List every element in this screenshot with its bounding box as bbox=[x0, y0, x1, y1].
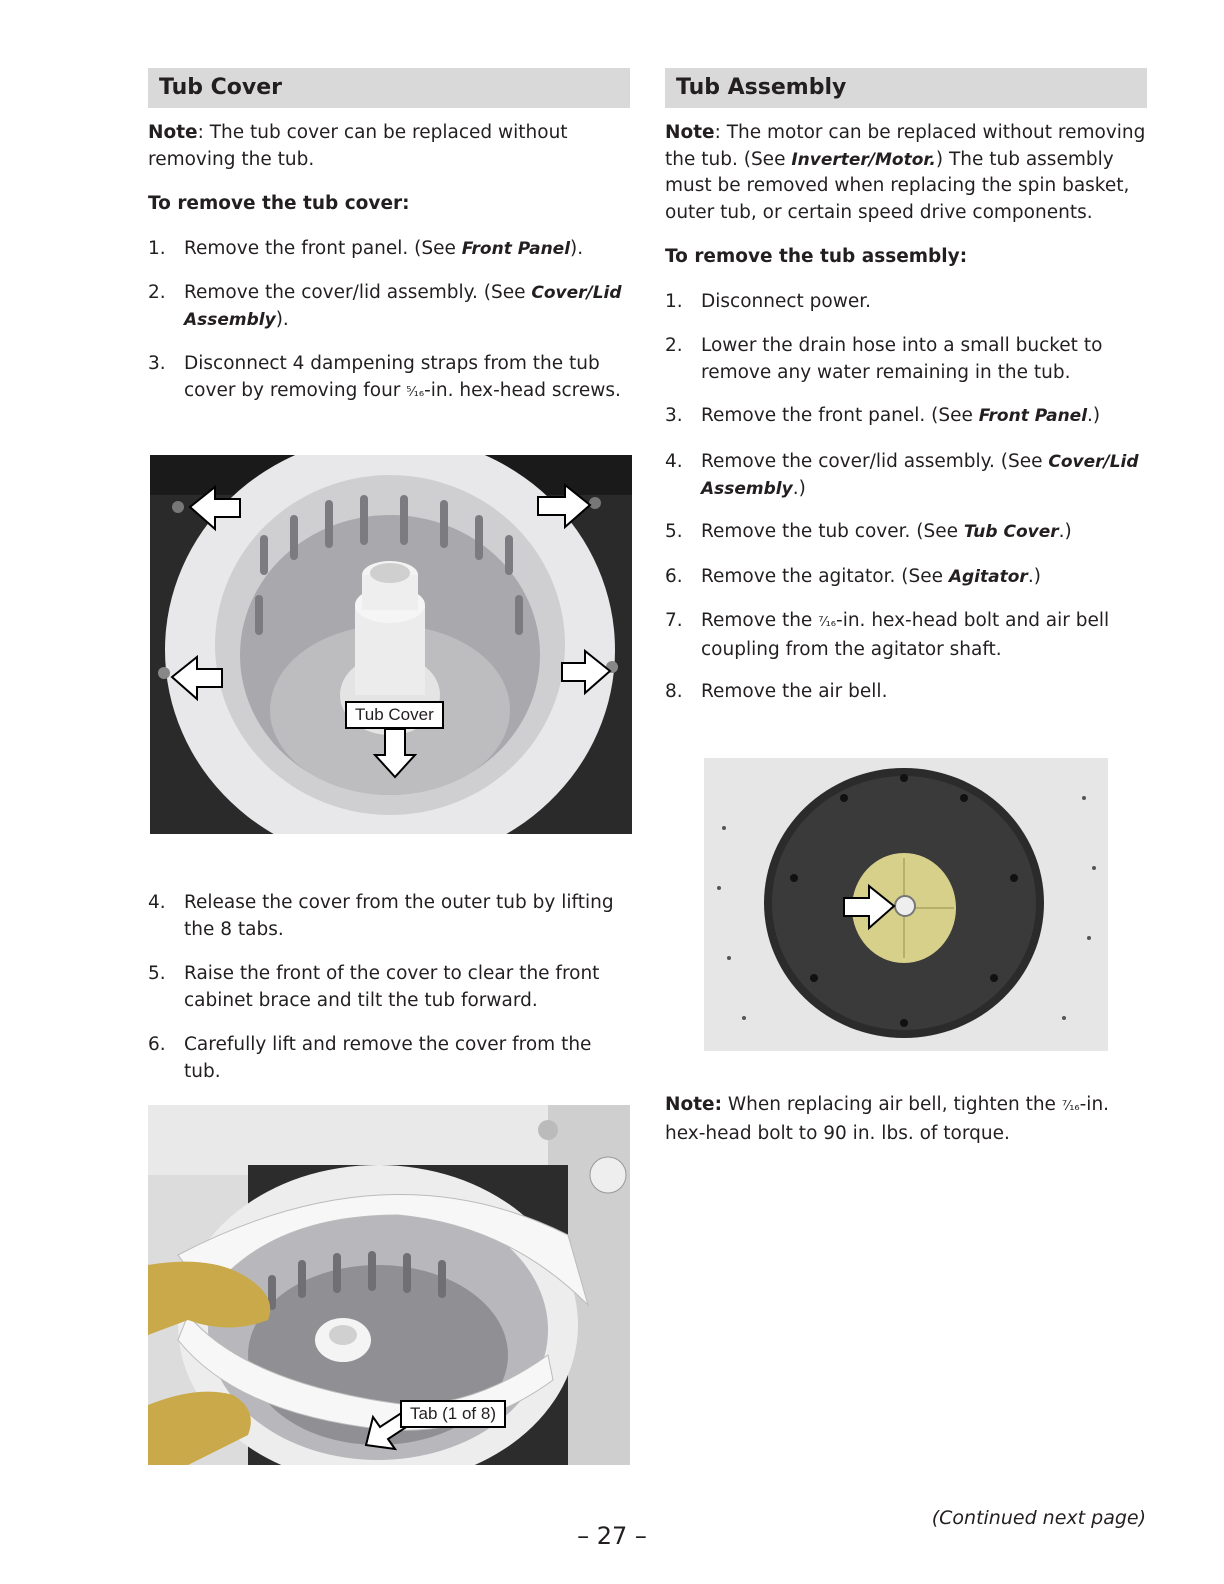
photo-callout-label: Tab (1 of 8) bbox=[400, 1400, 506, 1428]
tub-cover-illustration bbox=[150, 455, 632, 834]
step-number: 1. bbox=[148, 238, 166, 259]
step-text: Raise the front of the cover to clear the front cabinet brace and tilt the tub forward. bbox=[184, 963, 600, 1011]
step-number: 3. bbox=[148, 353, 166, 374]
step-text: Remove the cover/lid assembly. (See Cover/Lid Assembly). bbox=[184, 282, 622, 330]
step-number: 2. bbox=[148, 282, 166, 303]
note-text: : The tub cover can be replaced without removing the tub. bbox=[148, 122, 568, 170]
cross-reference-link[interactable]: Inverter/Motor. bbox=[791, 149, 936, 170]
cross-reference-link[interactable]: Tub Cover bbox=[963, 522, 1059, 542]
cross-reference-link[interactable]: Cover/Lid Assembly bbox=[184, 283, 622, 330]
step-text: Remove the front panel. (See Front Panel.) bbox=[701, 405, 1101, 426]
right-column: Tub Assembly Note: The motor can be replaced without removing the tub. (See Inverter/Motor.) The tub assembly must be removed when replacing the spin basket, outer tub, or certain speed drive components. To remove the tub assembly: 1. Disconnect power. 2. Lower the drain hose into a small bucket to remove any water remaining in the tub. 3. Remove the front panel. (See Front Panel.) 4. Remove the cover/lid assembly. (See Cover/Lid Assembly.) 5. Remove the tub cover. (See Tub Cover.) 6. Remove the agitator. (See Agitator.) 7. Remove the ⁷⁄₁₆-in. hex-head bolt and air bell coupling from the agitator shaft. 8. Remove the air bell. bbox=[665, 68, 1147, 108]
step-text: Lower the drain hose into a small bucket to remove any water remaining in the tub. bbox=[701, 335, 1103, 383]
cross-reference-link[interactable]: Front Panel bbox=[978, 406, 1088, 426]
cross-reference-link[interactable]: Agitator bbox=[948, 567, 1028, 587]
note-paragraph: Note: The motor can be replaced without removing the tub. (See Inverter/Motor.) The tub assembly must be removed when replacing the spin basket, outer tub, or certain speed drive components. bbox=[665, 122, 1146, 223]
air-bell-illustration bbox=[704, 758, 1108, 1051]
step-text: Remove the tub cover. (See Tub Cover.) bbox=[701, 521, 1072, 542]
cover-removal-illustration bbox=[148, 1105, 630, 1465]
step-text: Remove the front panel. (See Front Panel). bbox=[184, 238, 584, 259]
cross-reference-link[interactable]: Cover/Lid Assembly bbox=[701, 452, 1139, 499]
subheading-remove-tub-assembly: To remove the tub assembly: bbox=[665, 246, 968, 267]
tub-cover-photo bbox=[150, 455, 632, 834]
cover-removal-photo bbox=[148, 1105, 630, 1465]
page-number: – 27 – bbox=[577, 1522, 647, 1550]
note-label: Note bbox=[665, 122, 715, 143]
step-text: Release the cover from the outer tub by lifting the 8 tabs. bbox=[184, 892, 614, 940]
step-text: Carefully lift and remove the cover from the tub. bbox=[184, 1034, 592, 1082]
step-number: 4. bbox=[148, 892, 166, 913]
step-number: 6. bbox=[148, 1034, 166, 1055]
air-bell-photo bbox=[704, 758, 1108, 1051]
photo-callout-label: Tub Cover bbox=[345, 701, 444, 729]
step-text: Disconnect 4 dampening straps from the tub cover by removing four ⁵⁄₁₆-in. hex-head screws. bbox=[184, 353, 621, 401]
step-text: Remove the agitator. (See Agitator.) bbox=[701, 566, 1041, 587]
cross-reference-link[interactable]: Front Panel bbox=[461, 239, 571, 259]
continued-note: (Continued next page) bbox=[931, 1507, 1146, 1529]
note-paragraph bbox=[148, 120, 588, 173]
left-column bbox=[148, 68, 630, 401]
section-heading-tub-cover: Tub Cover bbox=[148, 68, 630, 108]
step-text: Disconnect power. bbox=[701, 291, 872, 312]
step-text: Remove the cover/lid assembly. (See Cover/Lid Assembly.) bbox=[701, 451, 1139, 499]
subheading-remove-tub-cover: To remove the tub cover: bbox=[148, 193, 410, 214]
step-text: Remove the ⁷⁄₁₆-in. hex-head bolt and air bell coupling from the agitator shaft. bbox=[701, 610, 1110, 660]
step-text: Remove the air bell. bbox=[701, 681, 888, 702]
note-label: Note: bbox=[665, 1094, 722, 1115]
section-heading-tub-assembly: Tub Assembly bbox=[665, 68, 1147, 108]
step-number: 5. bbox=[148, 963, 166, 984]
torque-note: Note: When replacing air bell, tighten the ⁷⁄₁₆-in. hex-head bolt to 90 in. lbs. of torque. bbox=[665, 1094, 1110, 1144]
note-label: Note bbox=[148, 122, 198, 143]
